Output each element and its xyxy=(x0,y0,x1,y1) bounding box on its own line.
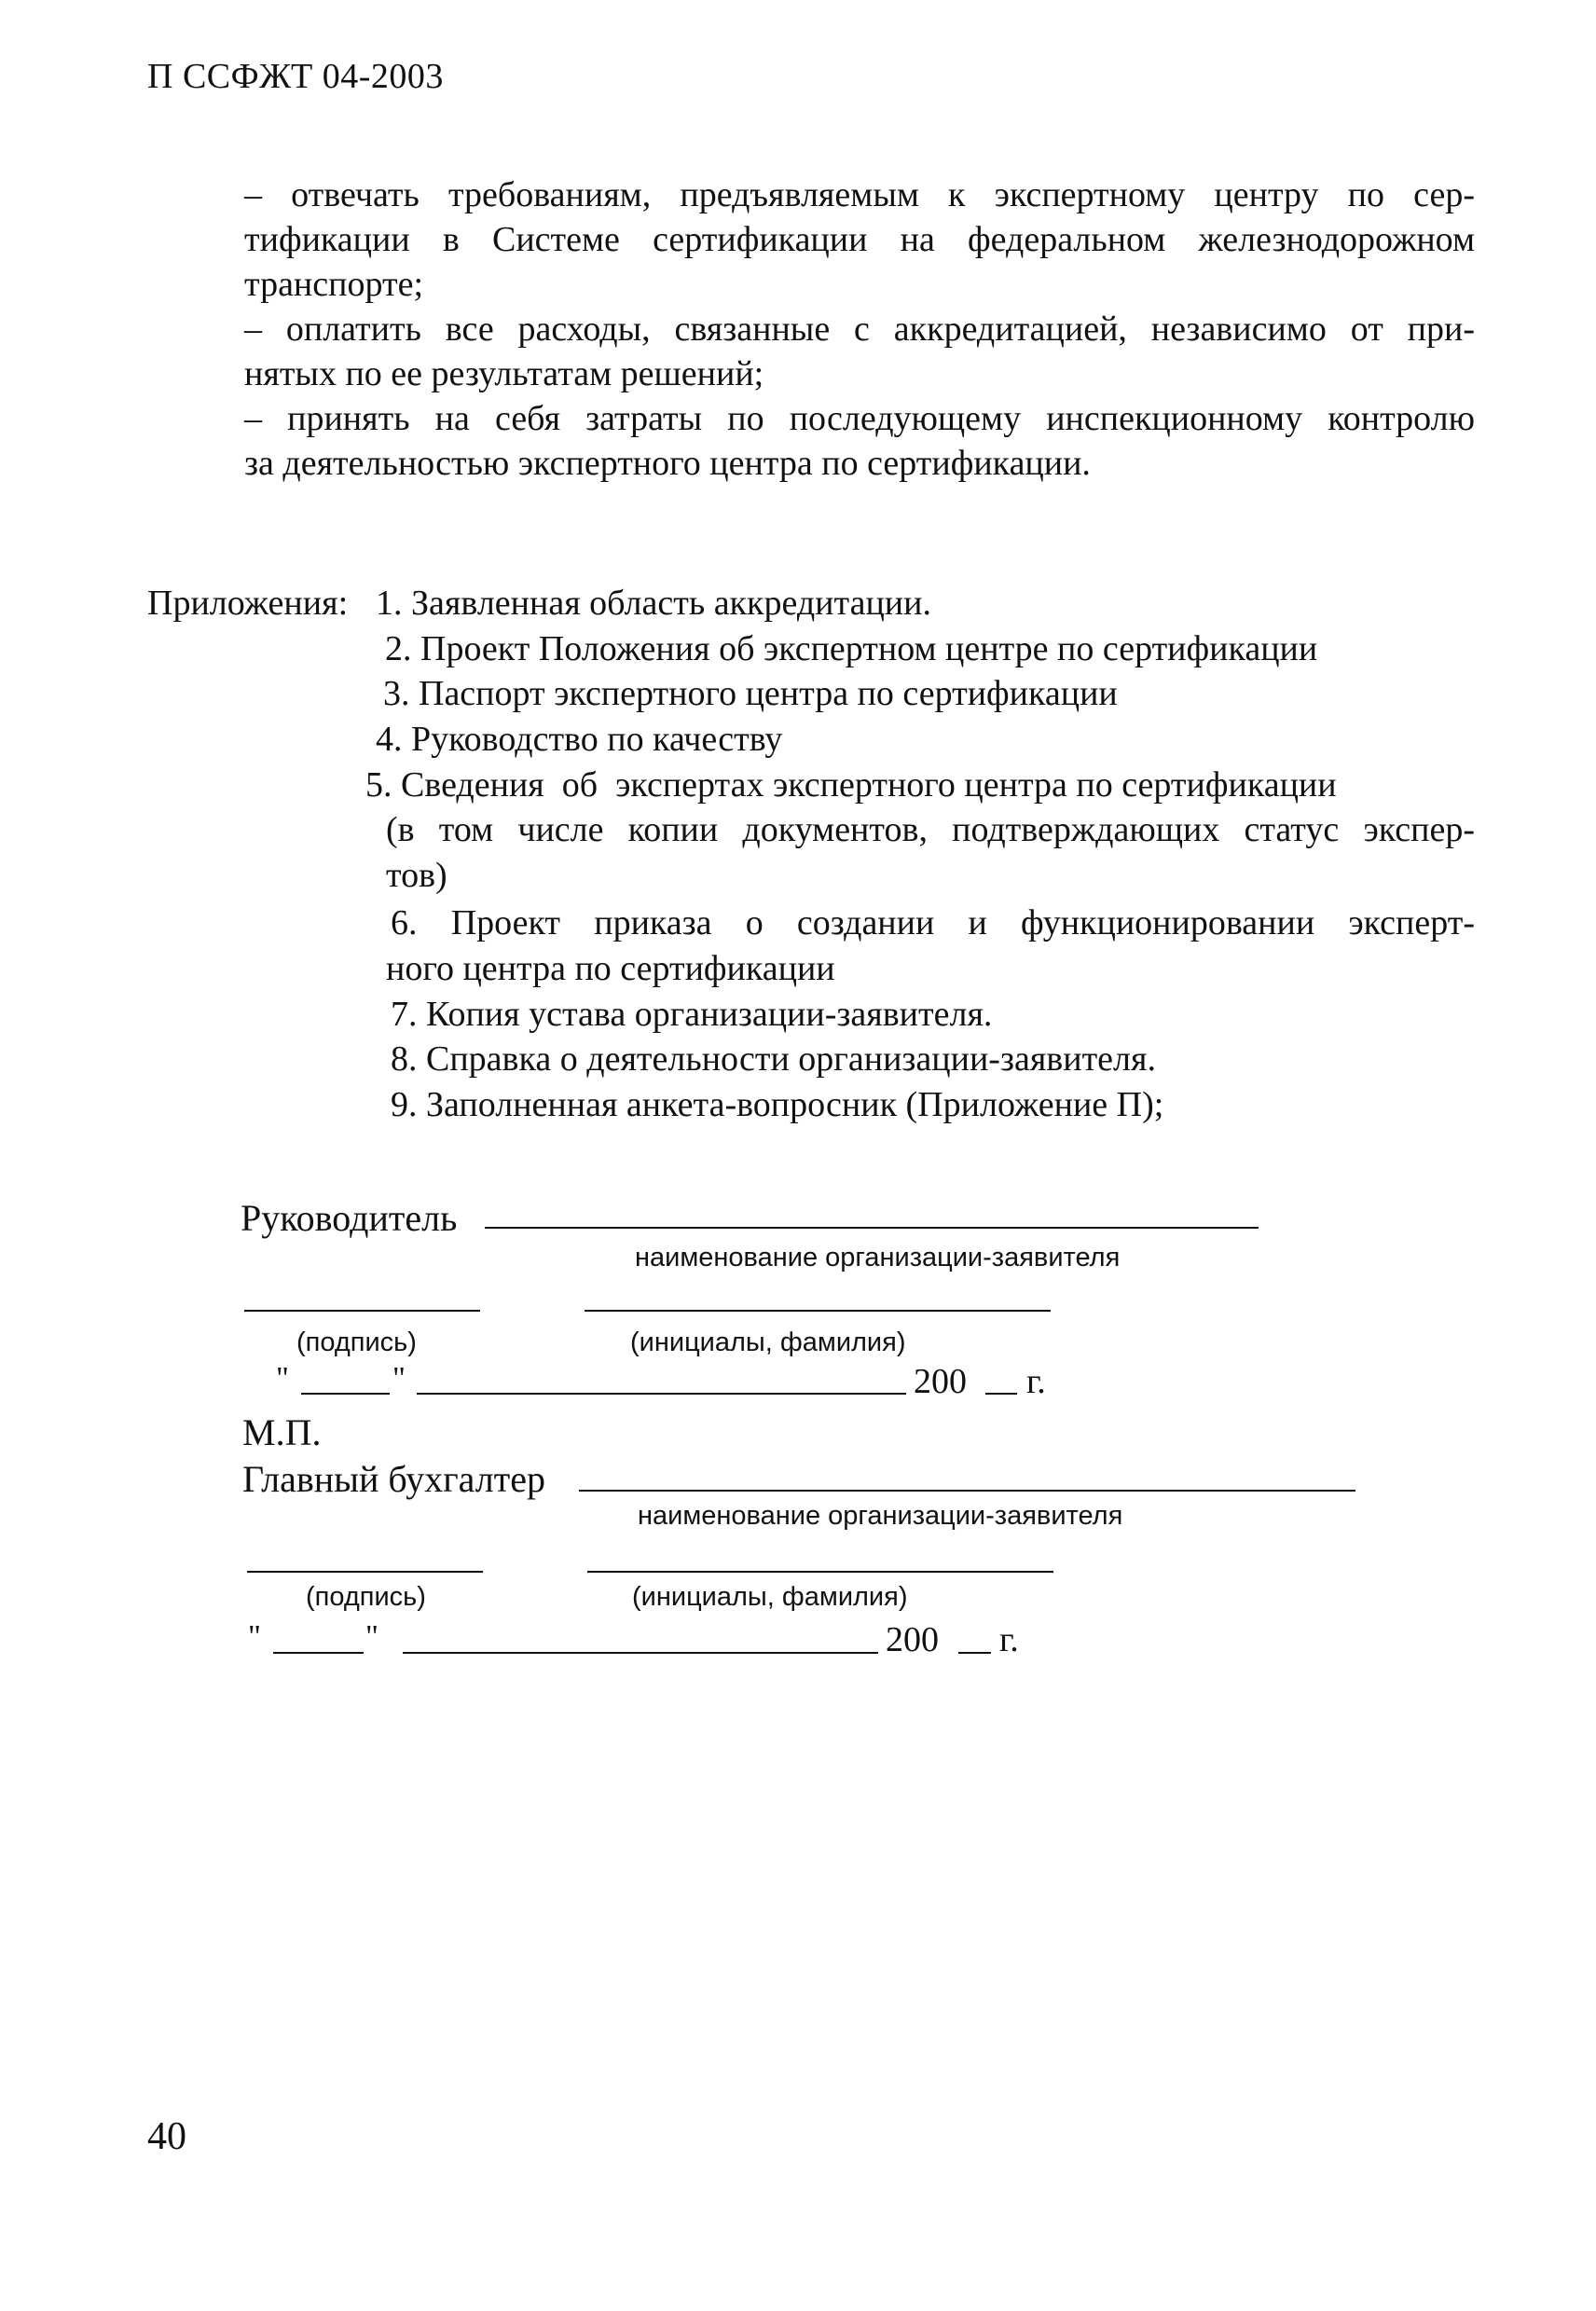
accountant-signature-line[interactable] xyxy=(247,1571,483,1573)
attachment-item xyxy=(391,994,992,1035)
attachment-number: 9. xyxy=(391,1085,418,1124)
obligations-list xyxy=(244,172,1475,486)
head-org-line[interactable] xyxy=(485,1227,1259,1229)
accountant-label: Главный бухгалтер xyxy=(242,1458,545,1500)
attachment-item xyxy=(391,902,1475,943)
attachment-continuation: тов) xyxy=(386,856,447,895)
head-date-day-line[interactable] xyxy=(301,1393,390,1395)
obligation-line: транспорте; xyxy=(244,265,424,304)
accountant-date-year-line[interactable] xyxy=(958,1652,991,1654)
attachment-number: 5. xyxy=(365,765,392,805)
accountant-org-caption: наименование организации-заявителя xyxy=(638,1501,1123,1531)
head-name-line[interactable] xyxy=(585,1310,1051,1312)
attachment-text: Копия устава организации-заявителя. xyxy=(426,995,993,1034)
attachment-text: Заявленная область аккредитации. xyxy=(411,584,931,623)
obligation-item xyxy=(244,396,1475,486)
accountant-name-line[interactable] xyxy=(587,1571,1053,1573)
attachment-item xyxy=(365,764,1337,805)
attachment-item xyxy=(383,673,1118,714)
attachment-text: Проект Положения об экспертном центре по сертификации xyxy=(420,629,1318,668)
attachment-item xyxy=(391,1084,1163,1125)
attachment-item xyxy=(376,719,782,760)
accountant-date-day-line[interactable] xyxy=(273,1652,364,1654)
attachment-text: Сведения об экспертах экспертного центра по сертификации xyxy=(401,765,1337,805)
attachments-heading: Приложения: xyxy=(147,584,349,623)
page-number: 40 xyxy=(147,2115,186,2158)
obligation-line: – принять на себя затраты по последующему инспекционному контролю xyxy=(244,399,1475,438)
head-date-month-line[interactable] xyxy=(417,1393,906,1395)
attachment-number: 6. xyxy=(391,903,418,942)
head-signature-line[interactable] xyxy=(244,1310,480,1312)
attachment-text: Заполненная анкета-вопросник (Приложение П); xyxy=(426,1085,1164,1124)
attachment-number: 4. xyxy=(376,720,403,759)
head-date-quote-close: " xyxy=(392,1361,406,1396)
accountant-signature-caption: (подпись) xyxy=(306,1582,426,1612)
attachment-item xyxy=(376,583,931,624)
accountant-date-month-line[interactable] xyxy=(403,1652,878,1654)
head-date-quote-open: " xyxy=(276,1361,289,1396)
document-code: П ССФЖТ 04-2003 xyxy=(147,57,444,96)
accountant-date-year-suffix: г. xyxy=(999,1620,1019,1659)
attachment-number: 8. xyxy=(391,1039,418,1079)
attachment-text: Руководство по качеству xyxy=(411,720,783,759)
obligation-line: тификации в Системе сертификации на федеральном железнодорожном xyxy=(244,220,1475,259)
attachment-number: 7. xyxy=(391,995,418,1034)
head-org-caption: наименование организации-заявителя xyxy=(635,1243,1121,1272)
accountant-date-quote-close: " xyxy=(365,1619,378,1654)
attachment-number: 1. xyxy=(376,584,403,623)
accountant-date-quote-open: " xyxy=(248,1619,261,1654)
head-date-year-suffix: г. xyxy=(1026,1362,1046,1401)
accountant-date-year: 200 xyxy=(886,1620,939,1659)
head-signature-caption: (подпись) xyxy=(296,1327,417,1357)
attachment-text: Справка о деятельности организации-заявителя. xyxy=(426,1039,1156,1079)
head-label: Руководитель xyxy=(241,1197,458,1239)
attachment-continuation: (в том числе копии документов, подтверждающих статус экспер- xyxy=(386,810,1475,849)
attachment-item xyxy=(385,628,1317,669)
obligation-line: за деятельностью экспертного центра по сертификации. xyxy=(244,444,1091,483)
obligation-line: – оплатить все расходы, связанные с аккредитацией, независимо от при- xyxy=(244,310,1475,349)
attachment-item xyxy=(391,1039,1156,1080)
obligation-line: нятых по ее результатам решений; xyxy=(244,354,764,393)
attachment-number: 3. xyxy=(383,674,410,713)
head-date-year: 200 xyxy=(914,1362,967,1401)
attachment-number: 2. xyxy=(385,629,412,668)
attachment-continuation: ного центра по сертификации xyxy=(386,949,835,988)
head-date-year-line[interactable] xyxy=(985,1393,1017,1395)
accountant-name-caption: (инициалы, фамилия) xyxy=(632,1582,908,1612)
obligation-line: – отвечать требованиям, предъявляемым к экспертному центру по сер- xyxy=(244,175,1475,214)
attachment-text: Паспорт экспертного центра по сертификации xyxy=(419,674,1118,713)
obligation-item xyxy=(244,307,1475,396)
head-name-caption: (инициалы, фамилия) xyxy=(630,1327,906,1357)
attachment-text: Проект приказа о создании и функционировании эксперт- xyxy=(450,903,1476,942)
accountant-org-line[interactable] xyxy=(579,1490,1355,1492)
stamp-label: М.П. xyxy=(242,1411,322,1453)
obligation-item xyxy=(244,172,1475,307)
